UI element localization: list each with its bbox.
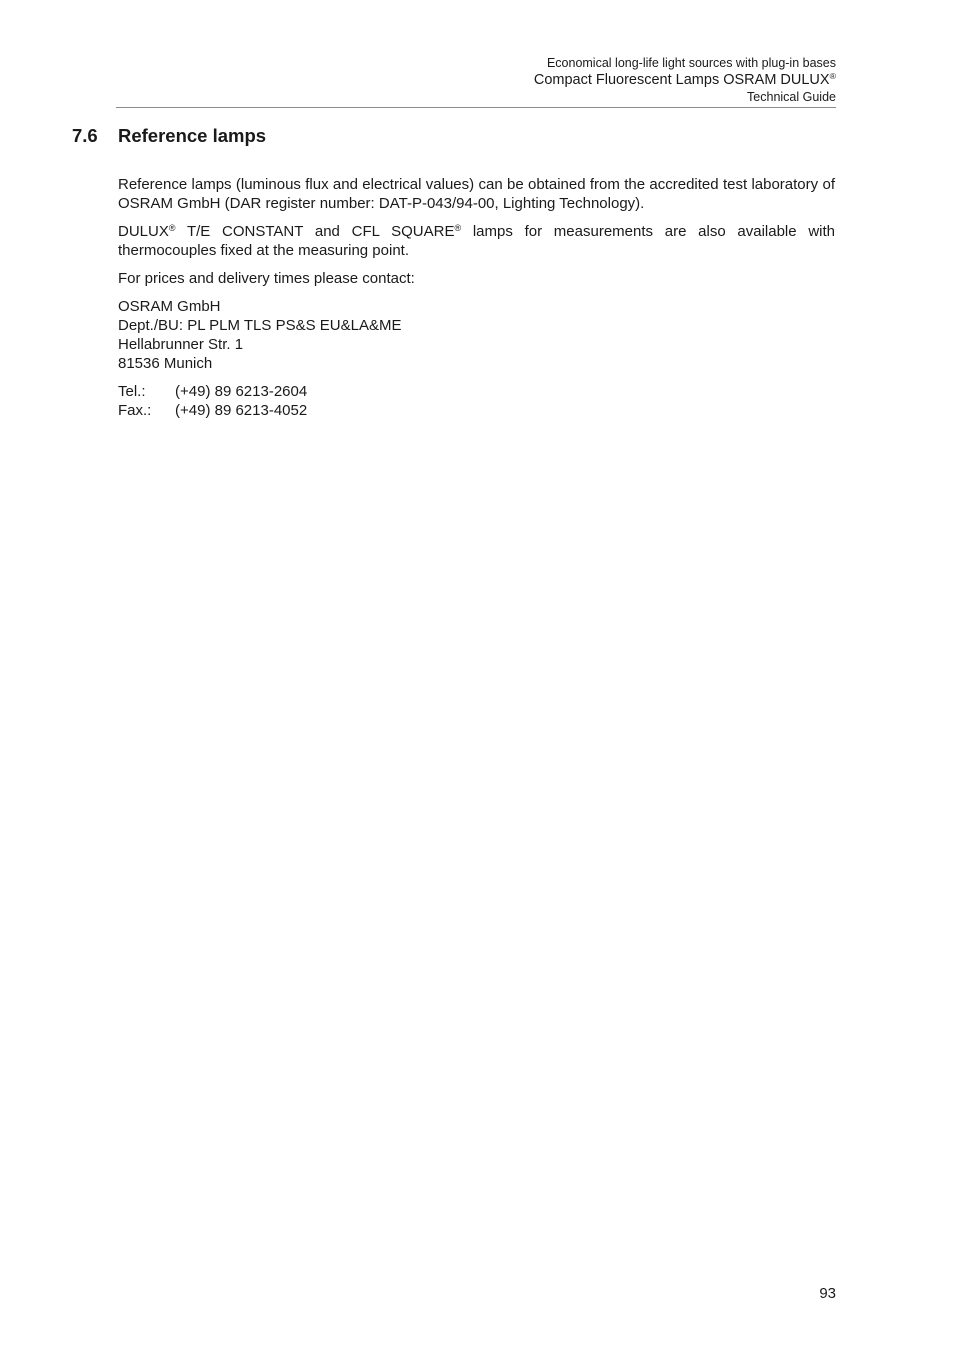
address-street: Hellabrunner Str. 1 (118, 336, 244, 353)
paragraph-reference-lamps: Reference lamps (luminous flux and electrical values) can be obtained from the accredited test laboratory of OSRAM GmbH (DAR register number: DAT-P-043/94-00, Lighting Technology). (118, 176, 835, 212)
header-title-text: Compact Fluorescent Lamps OSRAM DULUX (533, 72, 830, 88)
header-guide-label: Technical Guide (747, 90, 836, 104)
address-department: Dept./BU: PL PLM TLS PS&S EU&LA&ME (118, 317, 402, 334)
registered-mark: ® (168, 223, 176, 234)
section-body (118, 175, 835, 420)
tel-value: (+49) 89 6213-2604 (175, 383, 308, 400)
text-dulux: DULUX (118, 223, 169, 240)
text-constant-square: T/E CONSTANT and CFL SQUARE (175, 223, 455, 240)
text-measurements: lamps for measurements are also available with thermocouples fixed at the measuring point. (118, 223, 835, 259)
registered-mark: ® (454, 223, 462, 234)
fax-label: Fax.: (118, 402, 152, 419)
address-city: 81536 Munich (118, 355, 213, 372)
paragraph-contact-intro: For prices and delivery times please contact: (118, 270, 415, 287)
registered-mark: ® (829, 71, 836, 82)
running-header (534, 56, 836, 105)
header-divider (116, 107, 836, 108)
header-title (534, 71, 836, 89)
section-number: 7.6 (72, 125, 98, 146)
section-title: Reference lamps (118, 125, 267, 146)
address-block (118, 297, 835, 373)
section-heading (72, 124, 266, 148)
address-company: OSRAM GmbH (118, 298, 221, 315)
contact-block (118, 382, 835, 420)
page-number: 93 (819, 1285, 836, 1302)
paragraph-thermocouples (118, 222, 835, 260)
contact-fax-row (118, 401, 835, 420)
contact-tel-row (118, 382, 835, 401)
tel-label: Tel.: (118, 383, 146, 400)
fax-value: (+49) 89 6213-4052 (175, 402, 308, 419)
header-subtitle: Economical long-life light sources with plug-in bases (546, 56, 836, 70)
